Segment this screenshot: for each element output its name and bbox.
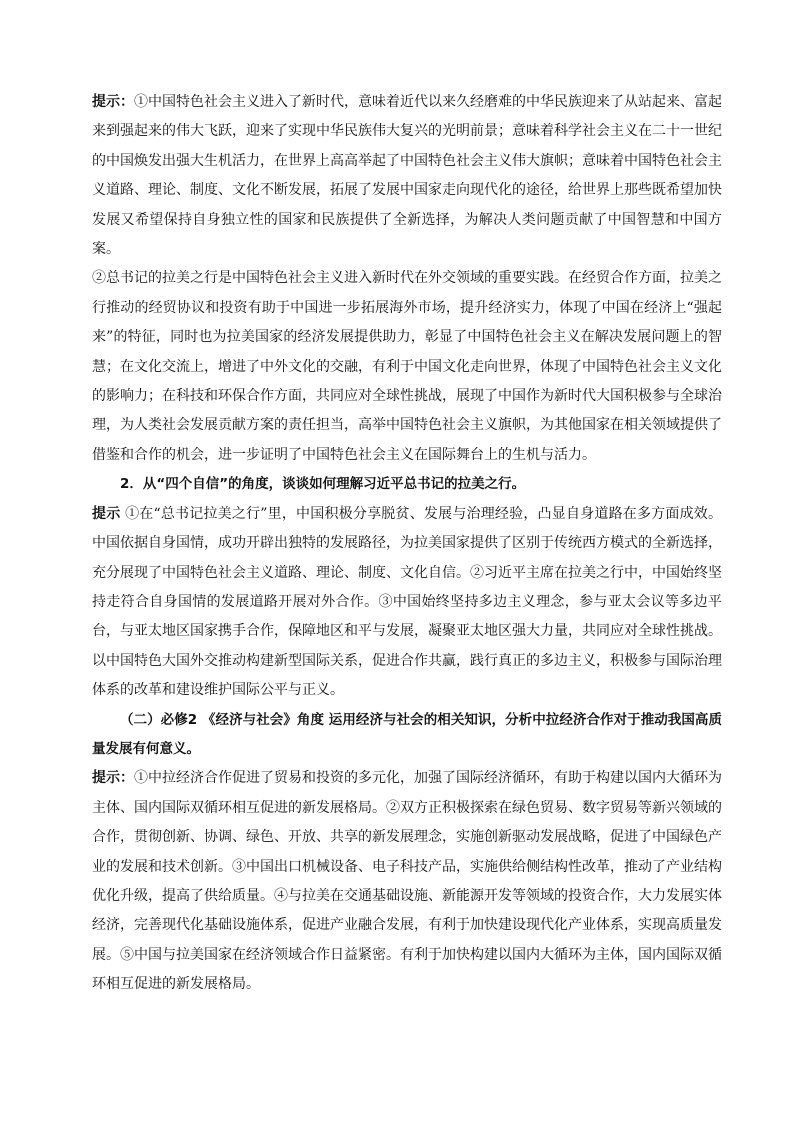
answer-text: ①中拉经济合作促进了贸易和投资的多元化，加强了国际经济循环，有助于构建以国内大循环为主体、国内国际双循环相互促进的新发展格局。②双方正积极探索在绿色贸易、数字贸易等新兴领域的合作，贯彻创新、协调、绿色、开放、共享的新发展理念，实施创新驱动发展战略，促进了中国绿色产业的发展和技术创新。③中国出口机械设备、电子科技产品，实施供给侧结构性改革，推动了产业结构优化升级，提高了供给质量。④与拉美在交通基础设施、新能源开发等领域的投资合作，大力发展实体经济，完善现代化基础设施体系，促进产业融合发展，有利于加快建设现代化产业体系，实现高质量发展。⑤中国与拉美国家在经济领域合作日益紧密。有利于加快构建以国内大循环为主体，国内国际双循环相互促进的新发展格局。 bbox=[92, 770, 722, 993]
answer-block-2 bbox=[92, 500, 722, 706]
question-2: 2．从“四个自信”的角度，谈谈如何理解习近平总书记的拉美之行。 bbox=[120, 476, 526, 493]
question-3: （二）必修2 《经济与社会》角度 运用经济与社会的相关知识，分析中拉经济合作对于推动我国高质量发展有何意义。 bbox=[92, 711, 722, 757]
answer-text: ①在“总书记拉美之行”里，中国积极分享脱贫、发展与治理经验，凸显自身道路在多方面成效。中国依据自身国情，成功开辟出独特的发展路径，为拉美国家提供了区别于传统西方模式的全新选择，充分展现了中国特色社会主义道路、理论、制度、文化自信。②习近平主席在拉美之行中，中国始终坚持走符合自身国情的发展道路开展对外合作。③中国始终坚持多边主义理念，参与亚太会议等多边平台，与亚太地区国家携手合作，保障地区和平与发展，凝聚亚太地区强大力量，共同应对全球性挑战。以中国特色大国外交推动构建新型国际关系，促进合作共赢，践行真正的多边主义，积极参与国际治理体系的改革和建设维护国际公平与正义。 bbox=[92, 505, 723, 699]
answer-text: ①中国特色社会主义进入了新时代，意味着近代以来久经磨难的中华民族迎来了从站起来、富起来到强起来的伟大飞跃，迎来了实现中华民族伟大复兴的光明前景；意味着科学社会主义在二十一世纪的中国焕发出强大生机活力，在世界上高高举起了中国特色社会主义伟大旗帜；意味着中国特色社会主义道路、理论、制度、文化不断发展，拓展了发展中国家走向现代化的途径，给世界上那些既希望加快发展又希望保持自身独立性的国家和民族提供了全新选择，为解决人类问题贡献了中国智慧和中国方案。 bbox=[92, 94, 722, 258]
answer-block-3 bbox=[92, 764, 722, 999]
hint-label: 提示： bbox=[92, 94, 134, 110]
hint-label: 提示： bbox=[92, 770, 134, 787]
hint-label: 提示 bbox=[92, 505, 121, 522]
answer-block-1 bbox=[92, 88, 722, 264]
document-page bbox=[92, 88, 722, 1000]
answer-block-1-part-2: ②总书记的拉美之行是中国特色社会主义进入新时代在外交领域的重要实践。在经贸合作方面，拉美之行推动的经贸协议和投资有助于中国进一步拓展海外市场，提升经济实力，体现了中国在经济上“强起来”的特征，同时也为拉美国家的经济发展提供助力，彰显了中国特色社会主义在解决发展问题上的智慧；在文化交流上，增进了中外文化的交融，有利于中国文化走向世界，体现了中国特色社会主义文化的影响力；在科技和环保合作方面，共同应对全球性挑战，展现了中国作为新时代大国积极参与全球治理，为人类社会发展贡献方案的责任担当，高举中国特色社会主义旗帜，为其他国家在相关领域提供了借鉴和合作的机会，进一步证明了中国特色社会主义在国际舞台上的生机与活力。 bbox=[92, 270, 722, 463]
